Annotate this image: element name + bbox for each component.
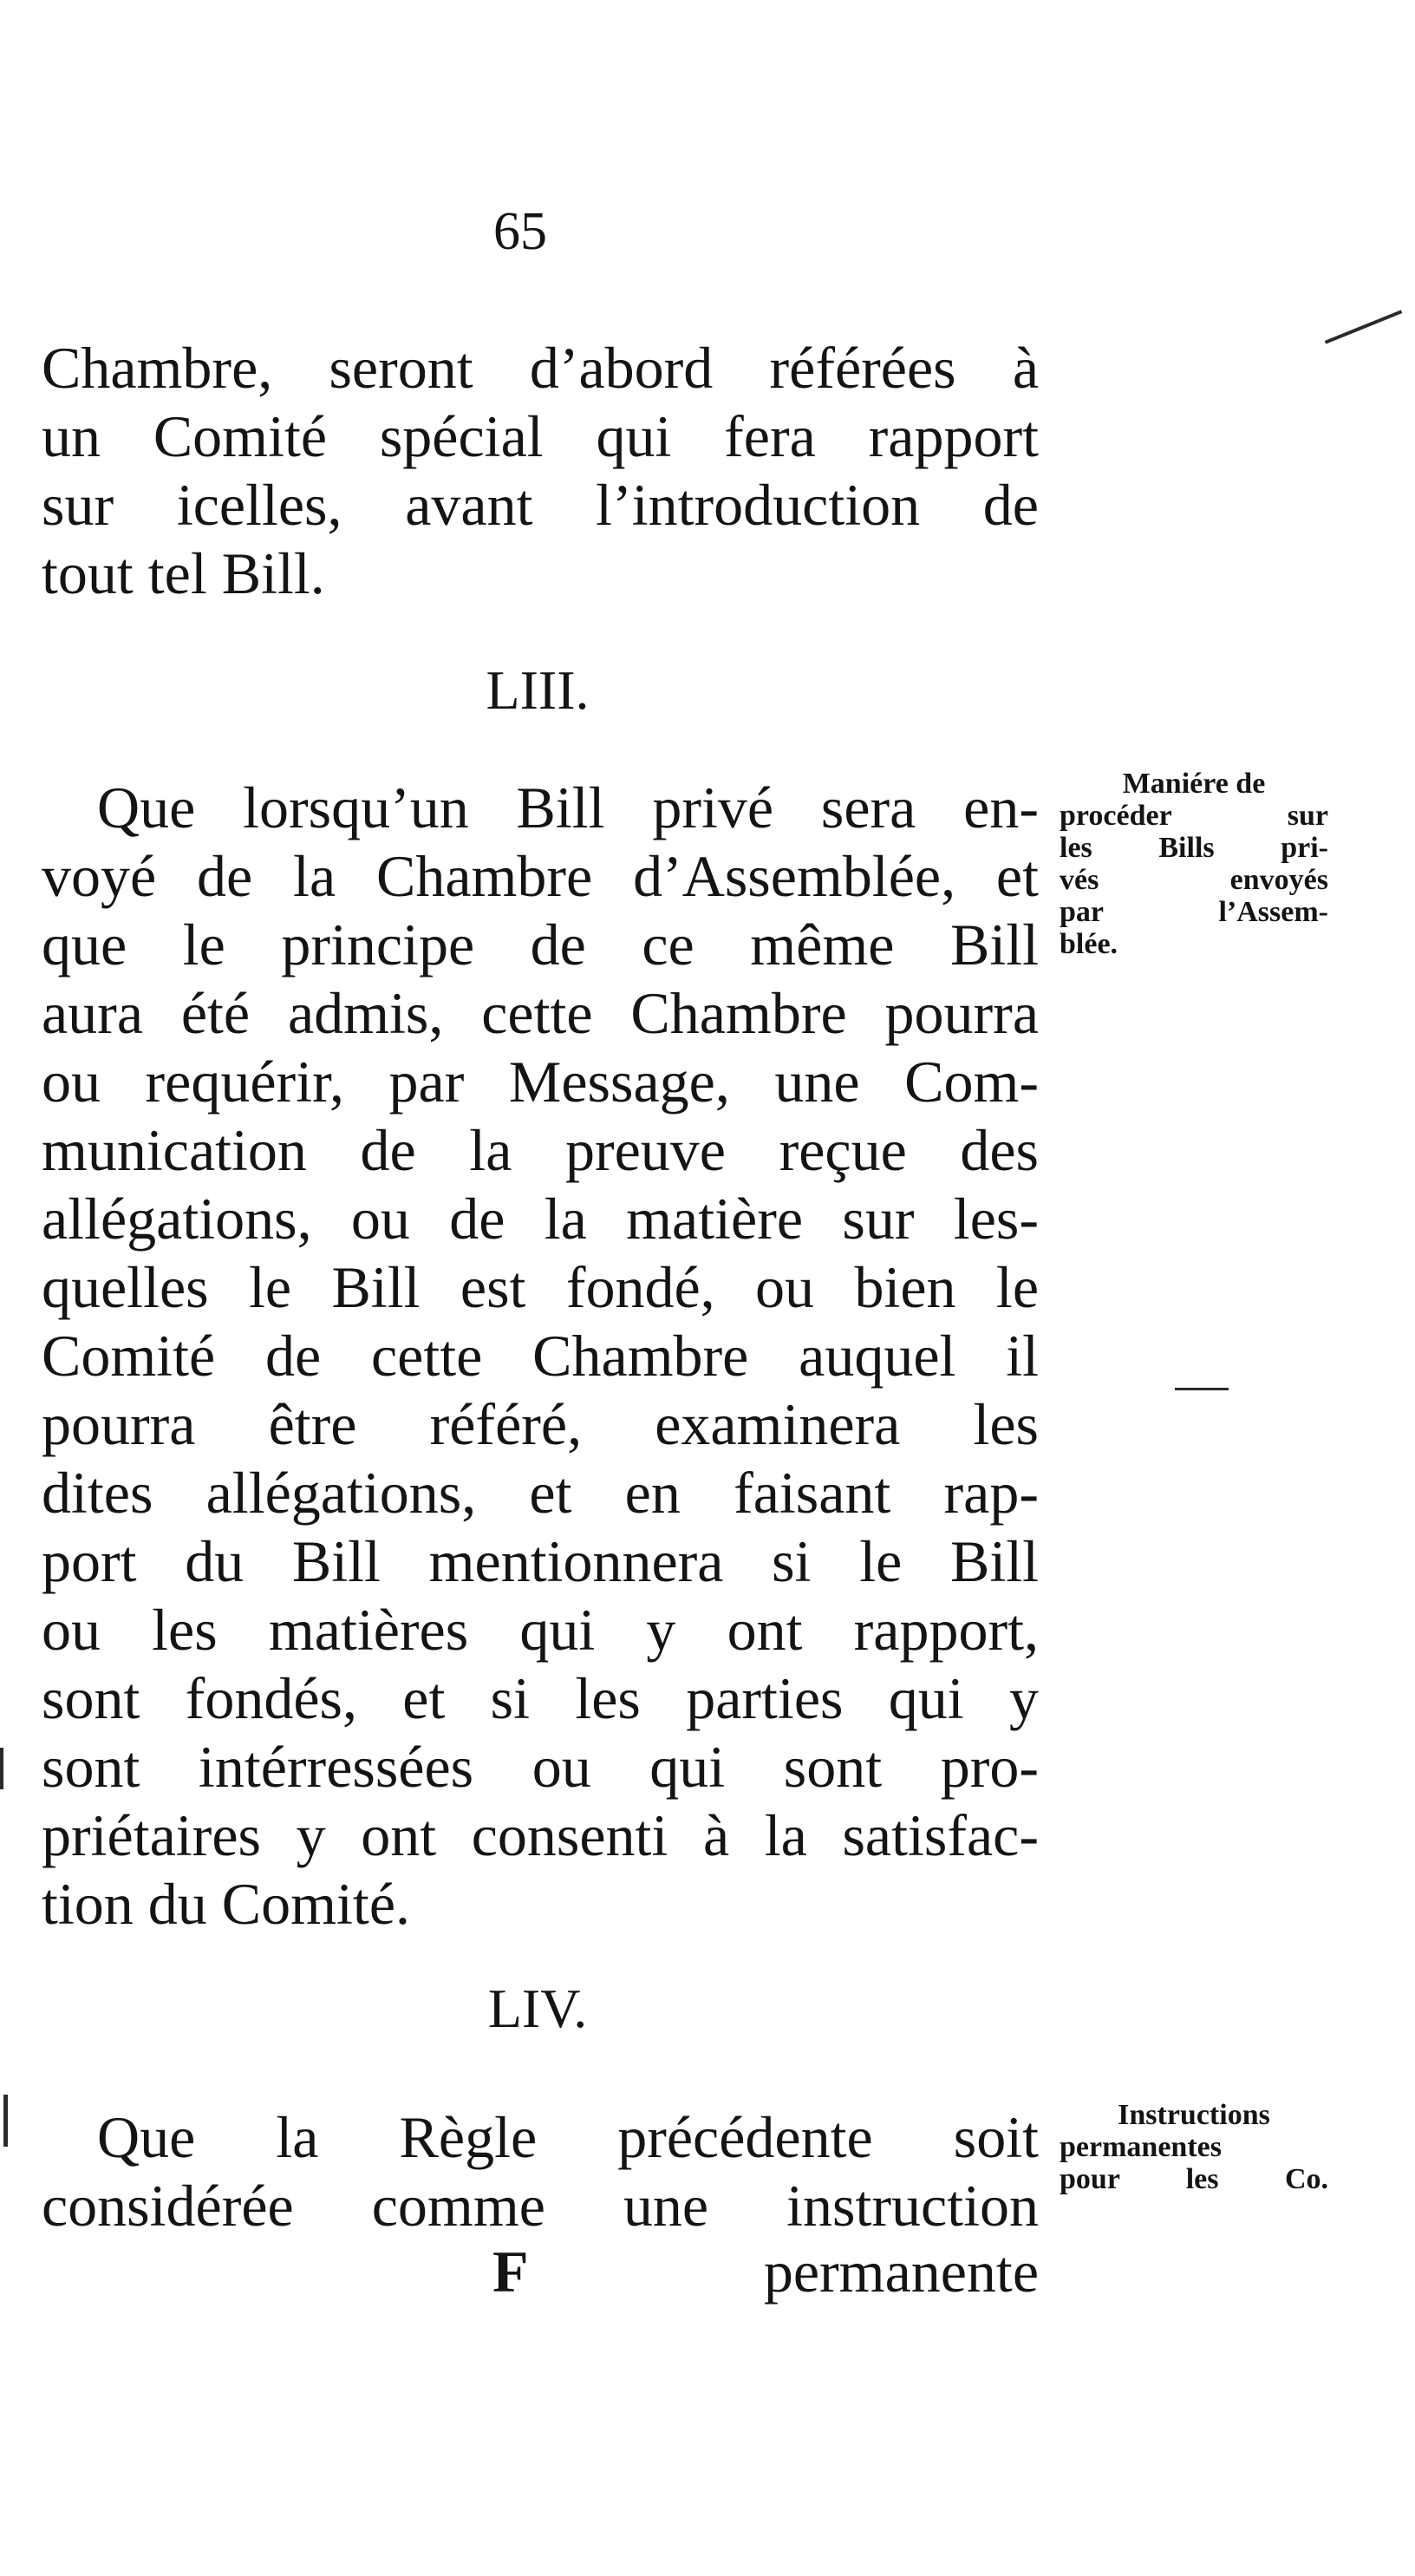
margin-note-line: Maniére de <box>1122 768 1266 800</box>
catchword: permanente <box>763 2239 1039 2305</box>
page-footer <box>42 2238 1039 2307</box>
text-line: tout tel Bill. <box>42 540 325 606</box>
margin-note-line: les Bills pri- <box>1060 832 1328 864</box>
text-line: un Comité spécial qui fera rapport <box>42 403 1039 469</box>
text-line: voyé de la Chambre d’Assemblée, et <box>42 843 1039 909</box>
paragraph-rule-liii <box>42 774 1039 1939</box>
text-line: priétaires y ont consenti à la satisfac- <box>42 1802 1039 1868</box>
signature-mark: F <box>492 2239 529 2305</box>
scan-mark <box>3 2095 8 2147</box>
margin-note-private-bills <box>1060 768 1328 960</box>
text-line: Chambre, seront d’abord référées à <box>42 335 1039 401</box>
paragraph-continuation <box>42 334 1039 608</box>
text-line: ou les matières qui y ont rapport, <box>42 1597 1039 1663</box>
margin-note-line: par l’Assem- <box>1060 896 1328 928</box>
section-heading-liii: LIII. <box>486 659 590 721</box>
scan-mark <box>1325 310 1403 343</box>
text-line: tion du Comité. <box>42 1871 410 1937</box>
text-line: allégations, ou de la matière sur les- <box>42 1186 1039 1252</box>
text-line-content: Que la Règle précédente soit <box>97 2104 1039 2170</box>
text-line: port du Bill mentionnera si le Bill <box>42 1528 1039 1594</box>
text-line-content: Que lorsqu’un Bill privé sera en- <box>97 775 1039 840</box>
margin-note-line: Instructions <box>1118 2099 1270 2131</box>
text-line: Comité de cette Chambre auquel il <box>42 1323 1039 1389</box>
page-number: 65 <box>493 202 547 261</box>
text-line: aura été admis, cette Chambre pourra <box>42 980 1039 1046</box>
section-heading-liv: LIV. <box>487 1978 588 2039</box>
text-line: sont intérressées ou qui sont pro- <box>42 1734 1039 1800</box>
margin-note-standing-instructions <box>1060 2099 1328 2195</box>
scan-mark <box>1175 1388 1229 1390</box>
margin-note-line: pour les Co. <box>1060 2163 1328 2195</box>
margin-note-line: permanentes <box>1060 2131 1222 2163</box>
text-line: sur icelles, avant l’introduction de <box>42 472 1039 538</box>
text-line: considérée comme une instruction <box>42 2173 1039 2239</box>
text-line: ou requérir, par Message, une Com- <box>42 1049 1039 1115</box>
text-line: sont fondés, et si les parties qui y <box>42 1665 1039 1731</box>
paragraph-rule-liv <box>42 2103 1039 2240</box>
text-line: pourra être référé, examinera les <box>42 1391 1039 1457</box>
text-line: que le principe de ce même Bill <box>42 912 1039 977</box>
text-line <box>42 774 1039 842</box>
margin-note-line: procéder sur <box>1060 800 1328 832</box>
margin-note-line: vés envoyés <box>1060 864 1328 896</box>
text-line: quelles le Bill est fondé, ou bien le <box>42 1254 1039 1320</box>
text-line: munication de la preuve reçue des <box>42 1117 1039 1183</box>
text-line <box>42 2103 1039 2172</box>
text-line: dites allégations, et en faisant rap- <box>42 1460 1039 1526</box>
scan-mark <box>0 1748 3 1789</box>
margin-note-line: blée. <box>1060 928 1118 960</box>
